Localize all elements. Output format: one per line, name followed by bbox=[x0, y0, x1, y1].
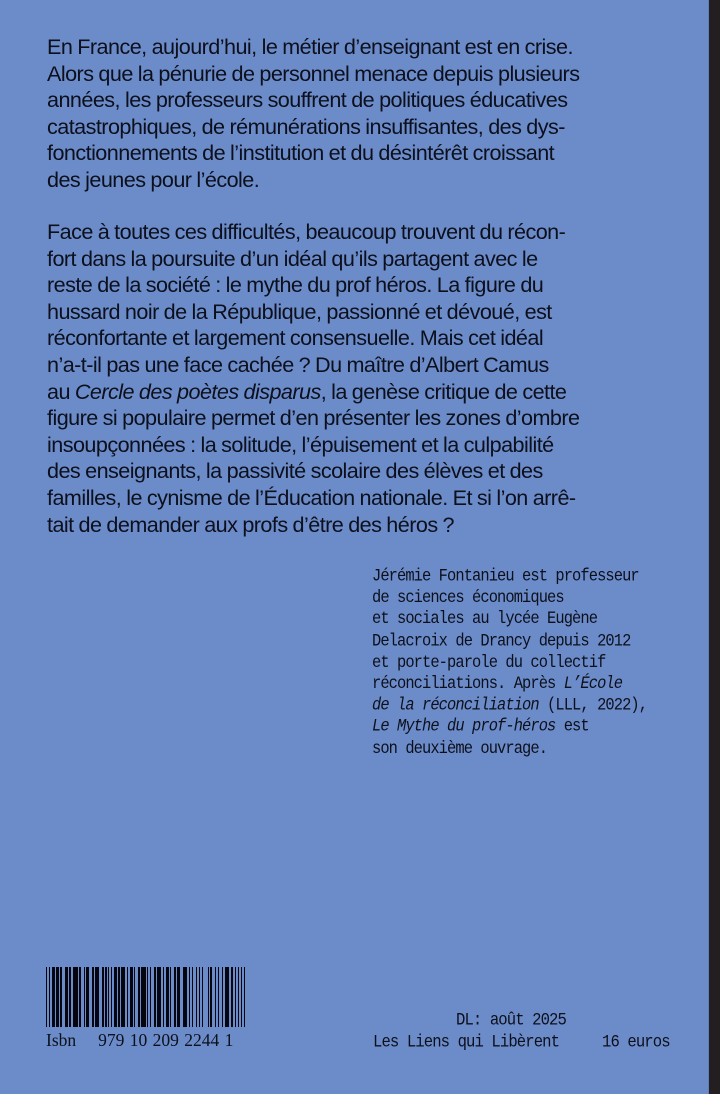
blurb-line: hussard noir de la République, passionné et dévoué, est bbox=[47, 298, 552, 324]
blurb-line: n’a-t-il pas une face cachée ? Du maître d’Albert Camus bbox=[47, 351, 549, 377]
blurb-line: En France, aujourd’hui, le métier d’enseignant est en crise. bbox=[47, 34, 573, 59]
isbn-line bbox=[46, 1030, 233, 1051]
bio-line bbox=[372, 717, 647, 739]
bio-line bbox=[372, 695, 647, 717]
blurb-line: des jeunes pour l’école. bbox=[47, 166, 260, 192]
bio-text: (LLL, 2022), bbox=[538, 695, 648, 716]
blurb-text: au bbox=[47, 378, 75, 404]
blurb-line: tait de demander aux profs d’être des héros ? bbox=[47, 511, 454, 537]
bio-line: et porte-parole du collectif bbox=[372, 652, 606, 673]
blurb-line: figure si populaire permet d’en présenter les zones d’ombre bbox=[47, 405, 580, 431]
blurb-line: des enseignants, la passivité scolaire des élèves et des bbox=[47, 458, 543, 484]
bio-text: est bbox=[555, 716, 589, 737]
film-title: Cercle des poètes disparus bbox=[74, 378, 321, 404]
bio-line: Delacroix de Drancy depuis 2012 bbox=[372, 630, 631, 651]
spine-strip bbox=[709, 0, 720, 1094]
blurb-line: insoupçonnées : la solitude, l’épuisement et la culpabilité bbox=[47, 431, 554, 457]
blurb-line: fonctionnements de l’institution et du désintérêt croissant bbox=[47, 140, 555, 166]
isbn-number: 979 10 209 2244 1 bbox=[98, 1030, 234, 1050]
blurb-line: réconfortante et largement consensuelle. Mais cet idéal bbox=[47, 325, 544, 351]
blurb-paragraph-2 bbox=[47, 219, 687, 538]
blurb-line: fort dans la poursuite d’un idéal qu’ils partagent avec le bbox=[47, 245, 538, 271]
book-title: Le Mythe du prof-héros bbox=[372, 716, 556, 737]
price: 16 euros bbox=[602, 1032, 670, 1053]
bio-line: et sociales au lycée Eugène bbox=[372, 609, 598, 630]
isbn-label: Isbn bbox=[46, 1030, 77, 1050]
author-bio bbox=[372, 566, 647, 760]
bio-line: son deuxième ouvrage. bbox=[372, 738, 548, 759]
bio-line: Jérémie Fontanieu est professeur bbox=[372, 566, 639, 587]
isbn-barcode bbox=[46, 967, 246, 1027]
book-title: L’École bbox=[563, 673, 623, 694]
blurb-line: catastrophiques, de rémunérations insuffisantes, des dys- bbox=[47, 113, 565, 139]
blurb-line: Face à toutes ces difficultés, beaucoup trouvent du récon- bbox=[47, 219, 566, 244]
bio-text: réconciliations. Après bbox=[372, 673, 564, 694]
blurb-line: reste de la société : le mythe du prof héros. La figure du bbox=[47, 272, 544, 298]
publisher-name: Les Liens qui Libèrent bbox=[373, 1032, 560, 1053]
blurb-line: Alors que la pénurie de personnel menace depuis plusieurs bbox=[47, 60, 580, 86]
blurb-text: , la genèse critique de cette bbox=[320, 378, 567, 404]
blurb-line: familles, le cynisme de l’Éducation nationale. Et si l’on arrê- bbox=[47, 484, 576, 510]
legal-deposit: DL: août 2025 bbox=[456, 1010, 566, 1031]
bio-line: de sciences économiques bbox=[372, 587, 564, 608]
blurb-paragraph-1 bbox=[47, 34, 687, 194]
blurb-line-with-title bbox=[47, 379, 687, 406]
book-title: de la réconciliation bbox=[372, 695, 539, 716]
barcode-bar bbox=[244, 967, 245, 1027]
blurb-line: années, les professeurs souffrent de politiques éducatives bbox=[47, 87, 568, 113]
bio-line bbox=[372, 674, 647, 696]
